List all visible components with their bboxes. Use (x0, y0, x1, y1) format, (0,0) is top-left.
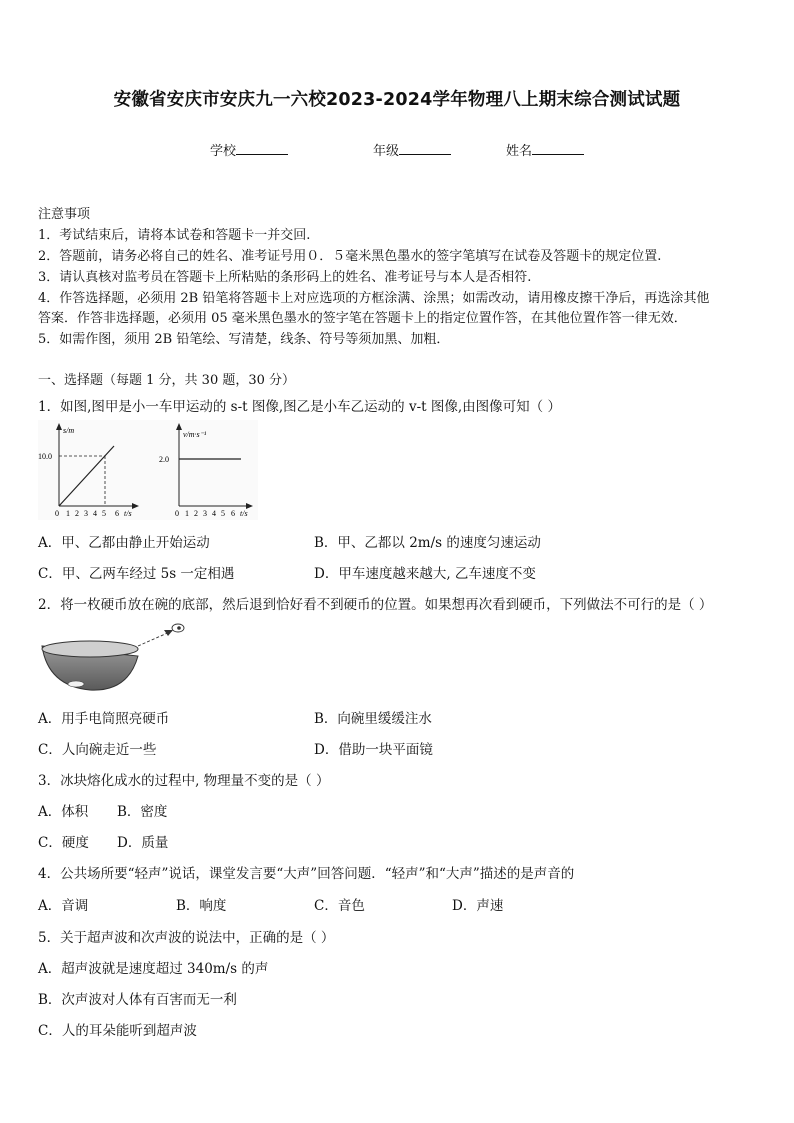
name-label: 姓名 (506, 144, 533, 159)
v-t-xtick: 0 (175, 509, 179, 518)
s-t-xlabel: t/s (124, 509, 132, 518)
q4-option-d[interactable]: D．声速 (452, 898, 504, 914)
s-t-xtick: 6 (115, 509, 119, 518)
q2-option-b[interactable]: B．向碗里缓缓注水 (314, 711, 432, 727)
v-t-ytick: 2.0 (159, 455, 169, 464)
s-t-xtick: 1 (66, 509, 70, 518)
grade-field (373, 140, 399, 159)
q3-option-d[interactable]: D．质量 (117, 835, 169, 851)
q1-option-d[interactable]: D．甲车速度越来越大, 乙车速度不变 (314, 566, 536, 582)
section-heading: 一、选择题（每题 1 分，共 30 题，30 分） (38, 373, 296, 388)
question-5-stem: 5．关于超声波和次声波的说法中，正确的是（ ） (38, 930, 335, 946)
q2-option-a[interactable]: A．用手电筒照亮硬币 (38, 711, 170, 727)
v-t-xtick: 1 (185, 509, 189, 518)
q5-option-a[interactable]: A．超声波就是速度超过 340m/s 的声 (38, 961, 269, 977)
school-label: 学校 (210, 144, 237, 159)
q3-option-c[interactable]: C．硬度 (38, 835, 89, 851)
q4-option-b[interactable]: B．响度 (176, 898, 227, 914)
notice-item: 2．答题前，请务必将自己的姓名、准考证号用０．５毫米黑色墨水的签字笔填写在试卷及答题卡的规定位置. (38, 249, 662, 264)
question-3-stem: 3．冰块熔化成水的过程中, 物理量不变的是（ ） (38, 773, 330, 789)
q1-graphs (38, 420, 258, 520)
grade-label: 年级 (373, 144, 400, 159)
name-field (506, 140, 532, 159)
q4-option-a[interactable]: A．音调 (38, 898, 89, 914)
q3-option-b[interactable]: B．密度 (117, 804, 168, 820)
s-t-ytick: 10.0 (38, 452, 52, 461)
question-2-stem: 2．将一枚硬币放在碗的底部，然后退到恰好看不到硬币的位置。如果想再次看到硬币，下列做法不可行的是（ ） (38, 597, 713, 613)
q3-option-a[interactable]: A．体积 (38, 804, 89, 820)
s-t-xtick: 0 (55, 509, 59, 518)
v-t-ylabel: v/m·s⁻¹ (183, 430, 207, 439)
v-t-xtick: 3 (203, 509, 207, 518)
question-4-stem: 4．公共场所要“轻声”说话，课堂发言要“大声”回答问题．“轻声”和“大声”描述的是声音的 (38, 866, 575, 882)
q1-option-a[interactable]: A．甲、乙都由静止开始运动 (38, 535, 210, 551)
notice-item: 答案．作答非选择题，必须用 05 毫米黑色墨水的签字笔在答题卡上的指定位置作答，在其他位置作答一律无效． (38, 311, 687, 326)
bowl-illustration (38, 616, 186, 696)
v-t-xlabel: t/s (240, 509, 248, 518)
notice-item: 1．考试结束后，请将本试卷和答题卡一并交回. (38, 228, 311, 243)
q2-option-c[interactable]: C．人向碗走近一些 (38, 742, 157, 758)
notice-heading: 注意事项 (38, 207, 91, 222)
s-t-xtick: 4 (93, 509, 97, 518)
q1-option-c[interactable]: C．甲、乙两车经过 5s 一定相遇 (38, 566, 235, 582)
s-t-xtick: 2 (75, 509, 79, 518)
v-t-xtick: 6 (231, 509, 235, 518)
v-t-xtick: 4 (212, 509, 216, 518)
s-t-ylabel: s/m (63, 426, 75, 435)
q4-option-c[interactable]: C．音色 (314, 898, 365, 914)
v-t-xtick: 5 (221, 509, 225, 518)
v-t-xtick: 2 (194, 509, 198, 518)
school-field (210, 140, 236, 159)
school-blank[interactable] (236, 140, 288, 155)
s-t-xtick: 5 (102, 509, 106, 518)
q5-option-b[interactable]: B．次声波对人体有百害而无一利 (38, 992, 237, 1008)
notice-item: 5．如需作图，须用 2B 铅笔绘、写清楚，线条、符号等须加黑、加粗． (38, 332, 450, 347)
page-title: 安徽省安庆市安庆九一六校2023-2024学年物理八上期末综合测试试题 (113, 90, 681, 110)
notice-item: 4．作答选择题，必须用 2B 铅笔将答题卡上对应选项的方框涂满、涂黑；如需改动，请用橡皮擦干净后，再选涂其他 (38, 291, 710, 306)
q2-option-d[interactable]: D．借助一块平面镜 (314, 742, 433, 758)
notice-item: 3．请认真核对监考员在答题卡上所粘贴的条形码上的姓名、准考证号与本人是否相符. (38, 270, 532, 285)
grade-blank[interactable] (399, 140, 451, 155)
name-blank[interactable] (532, 140, 584, 155)
q1-option-b[interactable]: B．甲、乙都以 2m/s 的速度匀速运动 (314, 535, 541, 551)
question-1-stem: 1．如图,图甲是小一车甲运动的 s-t 图像,图乙是小车乙运动的 v-t 图像,由图像可知（ ） (38, 399, 561, 415)
q5-option-c[interactable]: C．人的耳朵能听到超声波 (38, 1023, 197, 1039)
s-t-xtick: 3 (84, 509, 88, 518)
